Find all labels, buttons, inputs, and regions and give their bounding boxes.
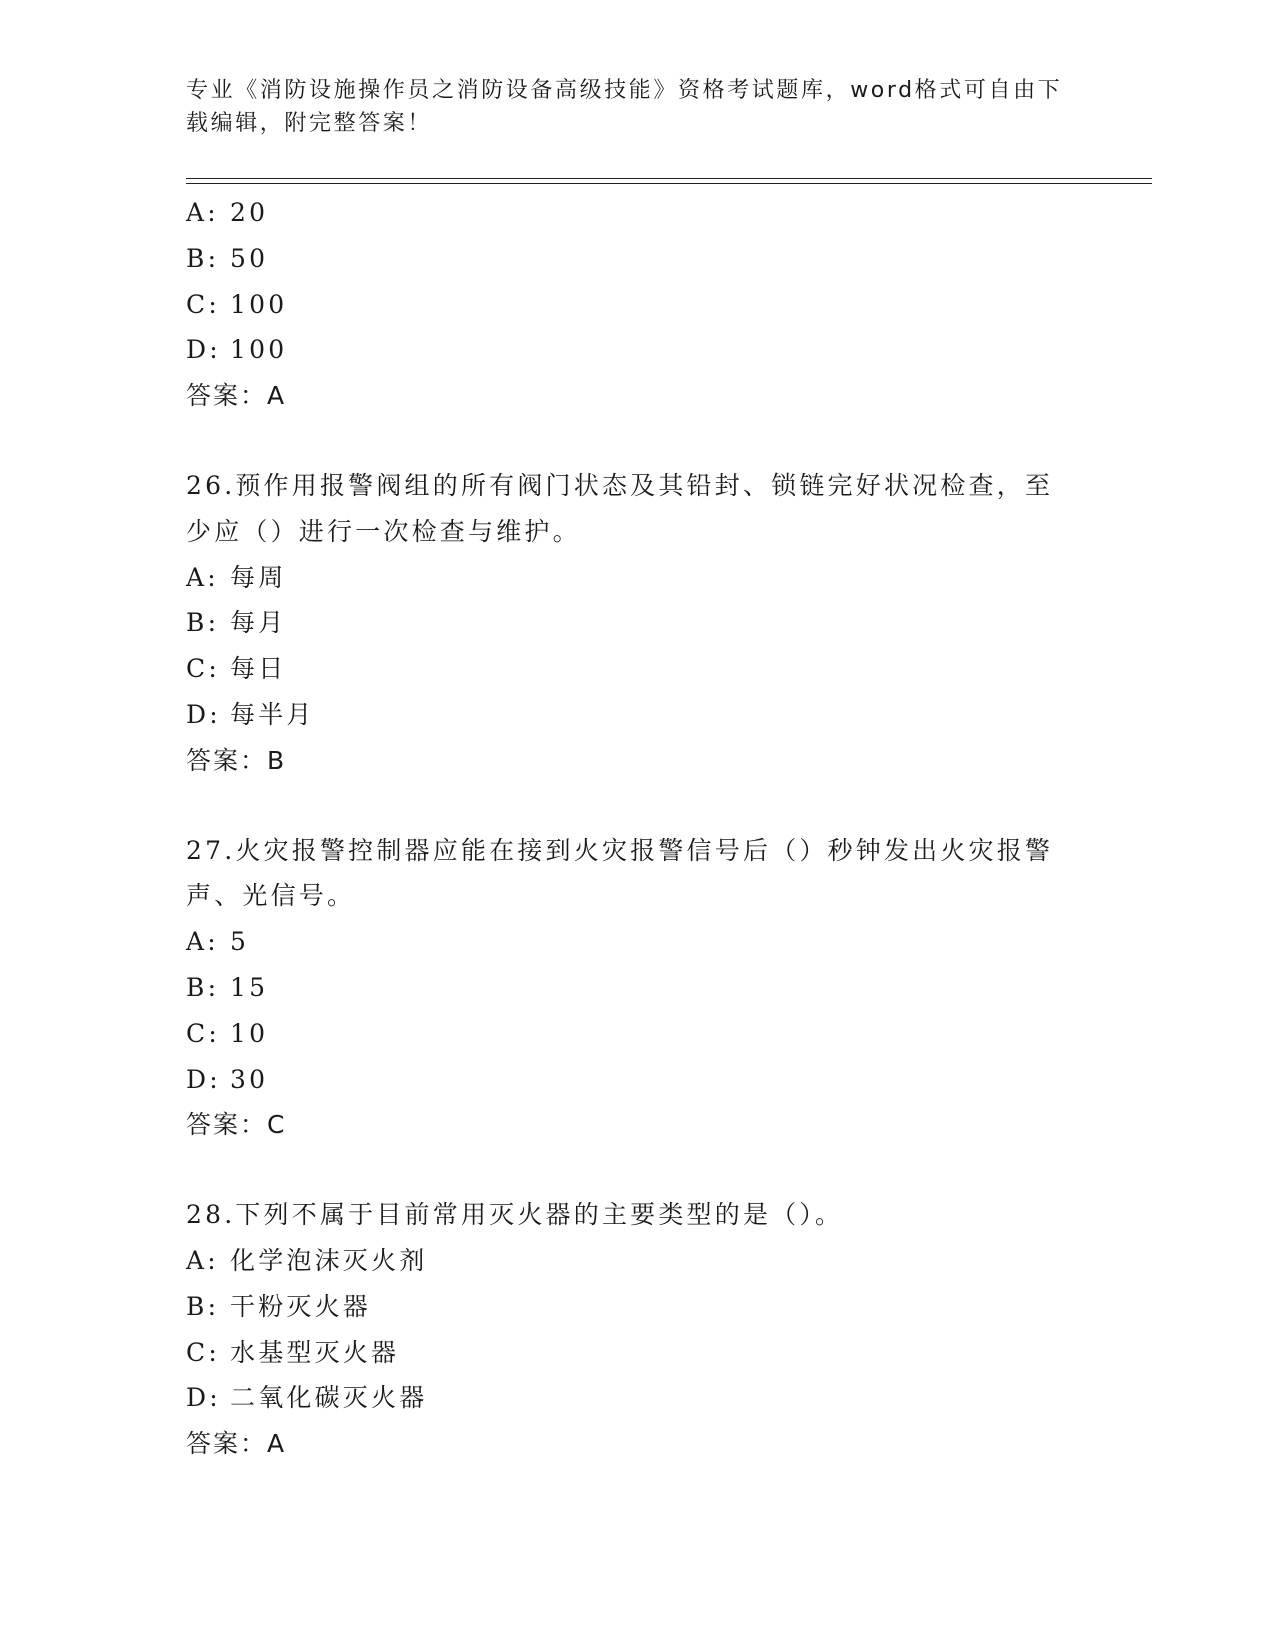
option-label: D: [186, 1064, 221, 1094]
option-label: D: [186, 335, 221, 365]
option-text: 每周 [230, 562, 287, 592]
header-rule-bottom [186, 183, 1152, 184]
option-b [186, 600, 1086, 646]
option-text: 50 [230, 243, 269, 273]
option-text: 5 [230, 927, 250, 957]
option-label: C: [186, 289, 220, 319]
option-text: 15 [230, 972, 269, 1002]
answer-line: 答案：C [186, 1110, 287, 1140]
option-c [186, 1011, 1086, 1057]
option-c [186, 282, 1086, 328]
option-label: A: [186, 198, 219, 227]
option-label: D: [186, 699, 221, 729]
option-d [186, 1375, 1086, 1421]
option-label: C: [186, 654, 220, 684]
question-block-26 [186, 463, 1086, 784]
option-label: C: [186, 1018, 220, 1048]
option-label: B: [186, 608, 220, 638]
option-a [186, 1238, 1086, 1284]
question-stem: 26.预作用报警阀组的所有阀门状态及其铅封、锁链完好状况检查，至少应（）进行一次检查与维护。 [186, 470, 1054, 546]
option-a [186, 555, 1086, 601]
header-rule-top [186, 178, 1152, 179]
option-text: 20 [230, 198, 269, 227]
option-text: 干粉灭火器 [230, 1291, 372, 1321]
option-b [186, 1284, 1086, 1330]
option-c [186, 646, 1086, 692]
question-list [186, 190, 1086, 1467]
option-label: B: [186, 243, 220, 273]
option-d [186, 327, 1086, 373]
answer-line: 答案：A [186, 1429, 287, 1459]
option-text: 10 [230, 1018, 269, 1048]
option-b [186, 236, 1086, 282]
option-a [186, 919, 1086, 965]
option-label: A: [186, 1245, 219, 1275]
option-c [186, 1330, 1086, 1376]
option-label: A: [186, 927, 219, 957]
option-b [186, 965, 1086, 1011]
option-label: B: [186, 1291, 220, 1321]
option-text: 水基型灭火器 [230, 1337, 400, 1367]
option-text: 每日 [230, 654, 287, 684]
option-text: 100 [230, 335, 288, 365]
page-header: 专业《消防设施操作员之消防设备高级技能》资格考试题库，word格式可自由下载编辑，附完整答案！ [186, 78, 1063, 136]
option-text: 化学泡沫灭火剂 [230, 1245, 428, 1275]
spacer [186, 1148, 1086, 1192]
option-label: C: [186, 1337, 220, 1367]
option-text: 每月 [230, 608, 287, 638]
option-a [186, 190, 1086, 236]
spacer [186, 419, 1086, 463]
question-block-28 [186, 1192, 1086, 1467]
option-d [186, 1057, 1086, 1103]
question-block-27 [186, 828, 1086, 1149]
option-text: 100 [230, 289, 288, 319]
option-label: B: [186, 972, 220, 1002]
option-text: 每半月 [230, 699, 315, 729]
answer-line: 答案：B [186, 745, 287, 775]
question-block-prev [186, 190, 1086, 419]
option-d [186, 692, 1086, 738]
question-stem: 28.下列不属于目前常用灭火器的主要类型的是（）。 [186, 1200, 844, 1230]
spacer [186, 784, 1086, 828]
option-text: 二氧化碳灭火器 [230, 1383, 428, 1413]
answer-line: 答案：A [186, 381, 287, 411]
option-text: 30 [230, 1064, 269, 1094]
option-label: D: [186, 1383, 221, 1413]
option-label: A: [186, 562, 219, 592]
question-stem: 27.火灾报警控制器应能在接到火灾报警信号后（）秒钟发出火灾报警声、光信号。 [186, 835, 1054, 911]
